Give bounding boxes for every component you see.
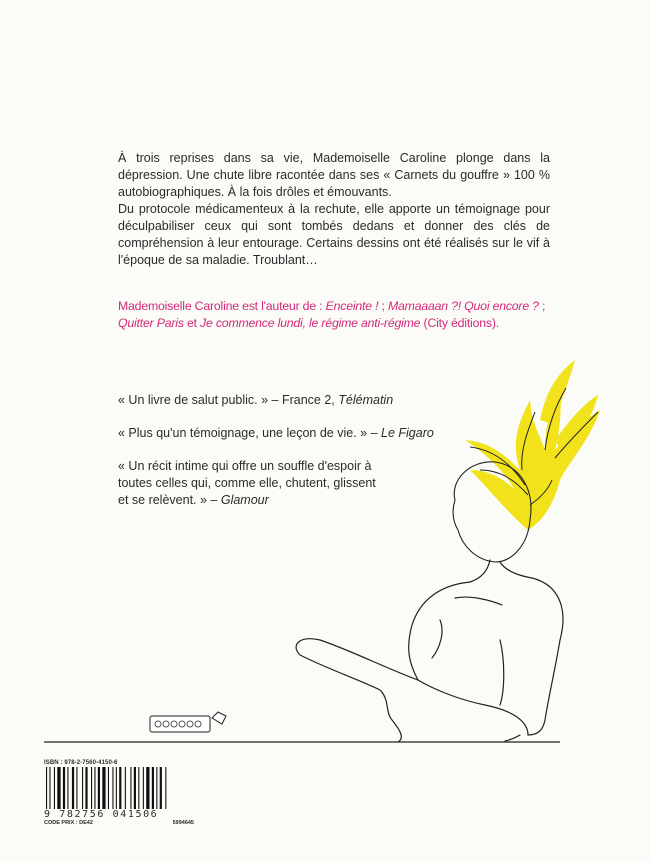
book-title-je-commence-lundi: Je commence lundi, le régime anti-régime	[200, 316, 421, 330]
quote-text: « Un livre de salut public. » – France 2,	[118, 393, 339, 407]
barcode-digits: 9 782756 041506	[44, 809, 159, 820]
head-outline	[453, 462, 531, 562]
quote-source: Télématin	[338, 393, 394, 407]
publisher: (City éditions).	[420, 316, 499, 330]
separator: ;	[378, 299, 388, 313]
press-quotes	[118, 392, 448, 525]
quote-text: « Un récit intime qui offre un souffle d'espoir à toutes celles qui, comme elle, chutent, glissent et se relèvent. » –	[118, 459, 376, 507]
quote-text: « Plus qu'un témoignage, une leçon de vie. » –	[118, 426, 381, 440]
summary-text	[118, 150, 550, 269]
pill-blister-pack	[150, 712, 226, 732]
isbn-barcode-block	[44, 760, 194, 826]
quote-source: Glamour	[220, 493, 269, 507]
hair-strands	[470, 388, 598, 505]
press-quote	[118, 392, 448, 409]
book-title-enceinte: Enceinte !	[325, 299, 379, 313]
book-title-quitter-paris: Quitter Paris	[118, 316, 184, 330]
author-bibliography	[118, 298, 558, 332]
summary-paragraph-2: Du protocole médicamenteux à la rechute, elle apporte un témoignage pour déculpabiliser ceux qui sont tombés dedans et donner des clés de compréhension à leur entourage. Certains dessins ont été réalisés sur le vif à l'époque de sa maladie. Troublant…	[118, 202, 550, 267]
press-quote	[118, 425, 448, 442]
barcode-icon	[44, 767, 194, 811]
press-quote	[118, 458, 388, 509]
yellow-hair-shape	[465, 360, 600, 530]
conjunction: et	[183, 316, 201, 330]
book-title-mamaaaan: Mamaaaan ?! Quoi encore ?	[387, 299, 539, 313]
price-code: CODE PRIX : DE42	[44, 820, 93, 826]
reference-number: 5994645	[172, 820, 194, 826]
body-outline	[296, 560, 563, 742]
bibliography-intro: Mademoiselle Caroline est l'auteur de :	[118, 299, 326, 313]
summary-paragraph-1: À trois reprises dans sa vie, Mademoiselle Caroline plonge dans la dépression. Une chute libre racontée dans ses « Carnets du gouffre » 100 % autobiographiques. À la fois drôles et émouvants.	[118, 151, 550, 199]
separator: ;	[538, 299, 546, 313]
price-row	[44, 820, 194, 826]
quote-source: Le Figaro	[381, 426, 434, 440]
isbn-label: ISBN : 978-2-7560-4150-6	[44, 760, 118, 766]
